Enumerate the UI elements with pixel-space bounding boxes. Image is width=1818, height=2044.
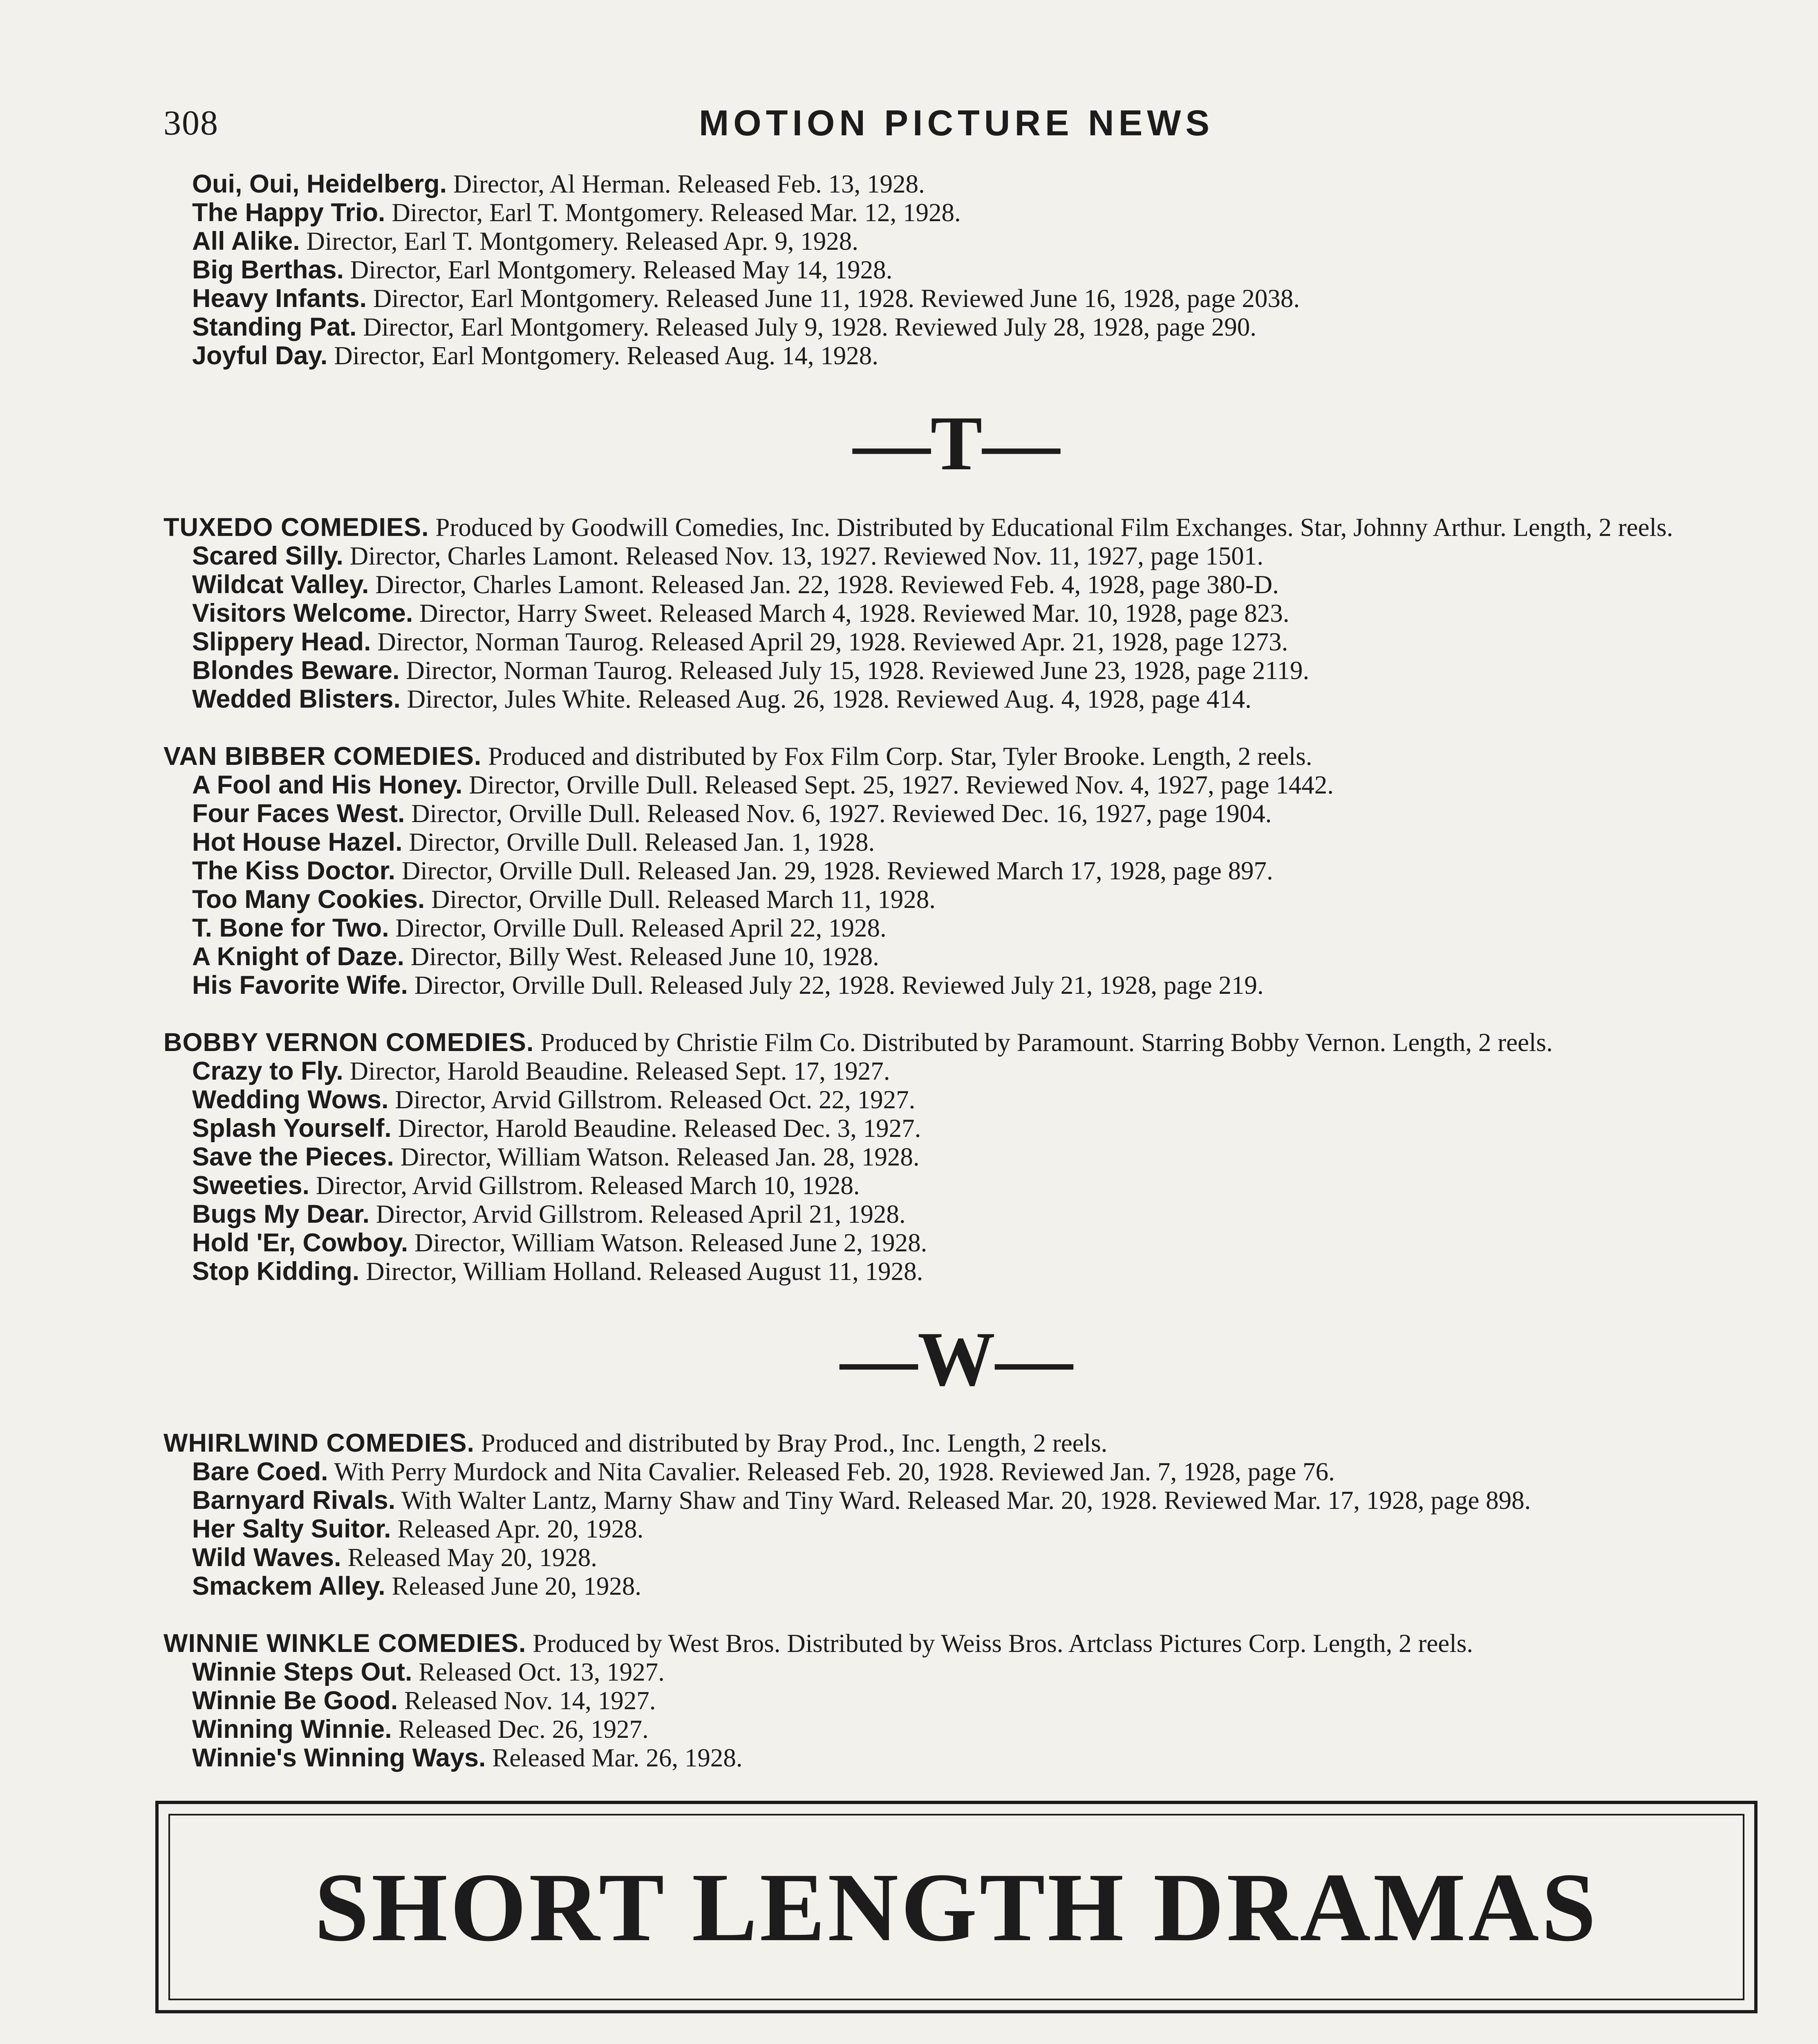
series-name: BOBBY VERNON COMEDIES. <box>163 1028 534 1057</box>
series-block <box>163 1429 1749 1600</box>
series-block <box>163 1629 1749 1772</box>
film-entry <box>163 1543 1749 1572</box>
film-title: Her Salty Suitor. <box>192 1515 391 1543</box>
film-entry <box>163 1658 1749 1686</box>
film-details: Director, William Holland. Released August 11, 1928. <box>359 1257 923 1286</box>
film-details: Director, Earl T. Montgomery. Released Mar. 12, 1928. <box>385 198 961 227</box>
series-description: Produced by Christie Film Co. Distributed by Paramount. Starring Bobby Vernon. Length, 2 reels. <box>534 1028 1553 1057</box>
film-details: Director, Harold Beaudine. Released Sept. 17, 1927. <box>343 1057 890 1085</box>
film-entry <box>163 828 1749 856</box>
film-details: Director, Orville Dull. Released Nov. 6, 1927. Reviewed Dec. 16, 1927, page 1904. <box>405 799 1272 828</box>
film-details: Director, Arvid Gillstrom. Released March 10, 1928. <box>309 1171 860 1200</box>
film-title: Wild Waves. <box>192 1543 341 1572</box>
film-details: With Perry Murdock and Nita Cavalier. Released Feb. 20, 1928. Reviewed Jan. 7, 1928, page 76. <box>328 1457 1335 1486</box>
series-name: WHIRLWIND COMEDIES. <box>163 1429 475 1457</box>
film-entry <box>163 1744 1749 1772</box>
film-entry <box>163 1457 1749 1486</box>
series-name: TUXEDO COMEDIES. <box>163 513 429 542</box>
film-entry <box>163 1057 1749 1085</box>
film-title: Crazy to Fly. <box>192 1057 343 1085</box>
film-entry <box>163 1085 1749 1114</box>
section-letter: —T— <box>853 401 1060 486</box>
film-details: Director, Orville Dull. Released July 22, 1928. Reviewed July 21, 1928, page 219. <box>408 971 1264 1000</box>
film-title: Oui, Oui, Heidelberg. <box>192 170 447 198</box>
series-description: Produced and distributed by Fox Film Corp. Star, Tyler Brooke. Length, 2 reels. <box>481 742 1312 771</box>
film-title: A Knight of Daze. <box>192 942 405 971</box>
film-details: Director, Norman Taurog. Released July 15, 1928. Reviewed June 23, 1928, page 2119. <box>399 656 1310 685</box>
film-title: Smackem Alley. <box>192 1572 385 1600</box>
film-details: Director, Arvid Gillstrom. Released April 21, 1928. <box>369 1200 906 1228</box>
series-description: Produced by West Bros. Distributed by Weiss Bros. Artclass Pictures Corp. Length, 2 reels. <box>526 1629 1473 1658</box>
film-entry <box>163 341 1749 370</box>
entry-group <box>163 170 1749 370</box>
film-entry <box>163 1228 1749 1257</box>
film-entry <box>163 170 1749 198</box>
series-name: VAN BIBBER COMEDIES. <box>163 742 482 771</box>
series-header <box>163 1028 1749 1057</box>
film-details: Director, Charles Lamont. Released Jan. 22, 1928. Reviewed Feb. 4, 1928, page 380-D. <box>369 570 1279 599</box>
film-entry <box>163 685 1749 713</box>
series-header <box>163 1429 1749 1457</box>
film-details: Director, Earl Montgomery. Released June 11, 1928. Reviewed June 16, 1928, page 2038. <box>367 284 1300 313</box>
film-title: A Fool and His Honey. <box>192 771 463 799</box>
film-title: Sweeties. <box>192 1171 310 1200</box>
journal-title: MOTION PICTURE NEWS <box>699 103 1214 143</box>
film-title: Slippery Head. <box>192 628 371 656</box>
film-entry <box>163 313 1749 341</box>
film-title: Winnie Steps Out. <box>192 1658 412 1686</box>
series-header <box>163 742 1749 771</box>
film-title: Visitors Welcome. <box>192 599 413 628</box>
film-details: Director, Orville Dull. Released April 22, 1928. <box>389 914 887 942</box>
film-entry <box>163 1572 1749 1600</box>
film-details: Director, Earl Montgomery. Released May 14, 1928. <box>344 256 893 284</box>
film-details: Director, Norman Taurog. Released April 29, 1928. Reviewed Apr. 21, 1928, page 1273. <box>371 628 1288 656</box>
section-letter: —W— <box>840 1316 1073 1402</box>
film-title: T. Bone for Two. <box>192 914 389 942</box>
banner-frame <box>168 1814 1744 2000</box>
film-entry <box>163 1715 1749 1744</box>
film-entry <box>163 1114 1749 1143</box>
film-title: Barnyard Rivals. <box>192 1486 396 1515</box>
film-details: Director, Al Herman. Released Feb. 13, 1928. <box>447 170 925 198</box>
film-title: Hold 'Er, Cowboy. <box>192 1228 408 1257</box>
page-header <box>163 102 1749 151</box>
film-details: Released May 20, 1928. <box>341 1543 598 1572</box>
film-title: Joyful Day. <box>192 341 328 370</box>
film-title: All Alike. <box>192 227 300 256</box>
film-entry <box>163 284 1749 313</box>
film-title: Wildcat Valley. <box>192 570 369 599</box>
film-details: Released Nov. 14, 1927. <box>398 1686 656 1715</box>
film-details: Director, Earl T. Montgomery. Released Apr. 9, 1928. <box>300 227 859 256</box>
film-title: Wedded Blisters. <box>192 685 401 713</box>
film-title: Big Berthas. <box>192 256 344 284</box>
film-title: Winning Winnie. <box>192 1715 392 1744</box>
film-entry <box>163 628 1749 656</box>
banner-title: SHORT LENGTH DRAMAS <box>314 1853 1599 1961</box>
film-entry <box>163 1171 1749 1200</box>
document-content <box>163 170 1749 2044</box>
film-details: Released Mar. 26, 1928. <box>486 1744 743 1772</box>
film-details: Released Oct. 13, 1927. <box>412 1658 665 1686</box>
film-title: Save the Pieces. <box>192 1143 394 1171</box>
film-entry <box>163 256 1749 284</box>
film-entry <box>163 914 1749 942</box>
series-description: Produced and distributed by Bray Prod., Inc. Length, 2 reels. <box>474 1429 1108 1457</box>
film-details: Director, Jules White. Released Aug. 26, 1928. Reviewed Aug. 4, 1928, page 414. <box>400 685 1252 713</box>
film-details: Director, Charles Lamont. Released Nov. 13, 1927. Reviewed Nov. 11, 1927, page 1501. <box>343 542 1264 570</box>
film-entry <box>163 942 1749 971</box>
film-entry <box>163 771 1749 799</box>
film-title: The Happy Trio. <box>192 198 385 227</box>
film-entry <box>163 971 1749 1000</box>
film-details: Director, Orville Dull. Released Sept. 25, 1927. Reviewed Nov. 4, 1927, page 1442. <box>462 771 1334 799</box>
film-details: Director, Earl Montgomery. Released July 9, 1928. Reviewed July 28, 1928, page 290. <box>356 313 1256 341</box>
film-entry <box>163 599 1749 628</box>
series-name: WINNIE WINKLE COMEDIES. <box>163 1629 526 1658</box>
film-title: Wedding Wows. <box>192 1085 389 1114</box>
film-title: Four Faces West. <box>192 799 405 828</box>
section-letter <box>163 2042 1749 2044</box>
film-details: Director, Earl Montgomery. Released Aug. 14, 1928. <box>327 341 879 370</box>
film-entry <box>163 1257 1749 1286</box>
series-block <box>163 513 1749 713</box>
film-entry <box>163 1515 1749 1543</box>
film-entry <box>163 1143 1749 1171</box>
film-title: Blondes Beware. <box>192 656 400 685</box>
film-details: Director, Billy West. Released June 10, 1928. <box>404 942 879 971</box>
film-title: His Favorite Wife. <box>192 971 408 1000</box>
series-description: Produced by Goodwill Comedies, Inc. Distributed by Educational Film Exchanges. Star, Johnny Arthur. Length, 2 reels. <box>429 513 1673 542</box>
film-details: Director, Orville Dull. Released Jan. 29, 1928. Reviewed March 17, 1928, page 897. <box>395 856 1273 885</box>
film-title: Too Many Cookies. <box>192 885 425 914</box>
film-entry <box>163 227 1749 256</box>
film-details: Released Apr. 20, 1928. <box>391 1515 644 1543</box>
film-entry <box>163 856 1749 885</box>
film-title: Winnie's Winning Ways. <box>192 1744 486 1772</box>
film-entry <box>163 799 1749 828</box>
film-entry <box>163 885 1749 914</box>
film-details: Director, William Watson. Released June 2, 1928. <box>408 1228 927 1257</box>
film-title: Heavy Infants. <box>192 284 367 313</box>
series-header <box>163 1629 1749 1658</box>
film-title: Splash Yourself. <box>192 1114 392 1143</box>
film-details: Released Dec. 26, 1927. <box>392 1715 649 1744</box>
series-block <box>163 742 1749 1000</box>
film-details: Director, Arvid Gillstrom. Released Oct. 22, 1927. <box>388 1085 916 1114</box>
section-banner <box>155 1801 1758 2013</box>
film-title: Standing Pat. <box>192 313 357 341</box>
series-block <box>163 1028 1749 1286</box>
film-title: Scared Silly. <box>192 542 344 570</box>
film-entry <box>163 656 1749 685</box>
film-details: Director, Orville Dull. Released March 11, 1928. <box>425 885 936 914</box>
film-title: Stop Kidding. <box>192 1257 360 1286</box>
film-entry <box>163 198 1749 227</box>
film-details: Director, Harold Beaudine. Released Dec. 3, 1927. <box>391 1114 921 1143</box>
film-entry <box>163 542 1749 570</box>
page-number: 308 <box>163 103 219 142</box>
film-details: Director, William Watson. Released Jan. 28, 1928. <box>394 1143 920 1171</box>
film-title: Bugs My Dear. <box>192 1200 370 1228</box>
film-details: Released June 20, 1928. <box>385 1572 642 1600</box>
film-details: Director, Orville Dull. Released Jan. 1, 1928. <box>402 828 875 856</box>
film-entry <box>163 1686 1749 1715</box>
film-entry <box>163 570 1749 599</box>
film-entry <box>163 1200 1749 1228</box>
film-entry <box>163 1486 1749 1515</box>
film-title: Bare Coed. <box>192 1457 328 1486</box>
series-header <box>163 513 1749 542</box>
film-title: Winnie Be Good. <box>192 1686 398 1715</box>
film-title: Hot House Hazel. <box>192 828 403 856</box>
film-title: The Kiss Doctor. <box>192 856 396 885</box>
film-details: Director, Harry Sweet. Released March 4, 1928. Reviewed Mar. 10, 1928, page 823. <box>413 599 1290 628</box>
film-details: With Walter Lantz, Marny Shaw and Tiny Ward. Released Mar. 20, 1928. Reviewed Mar. 17, 1928, page 898. <box>395 1486 1531 1515</box>
